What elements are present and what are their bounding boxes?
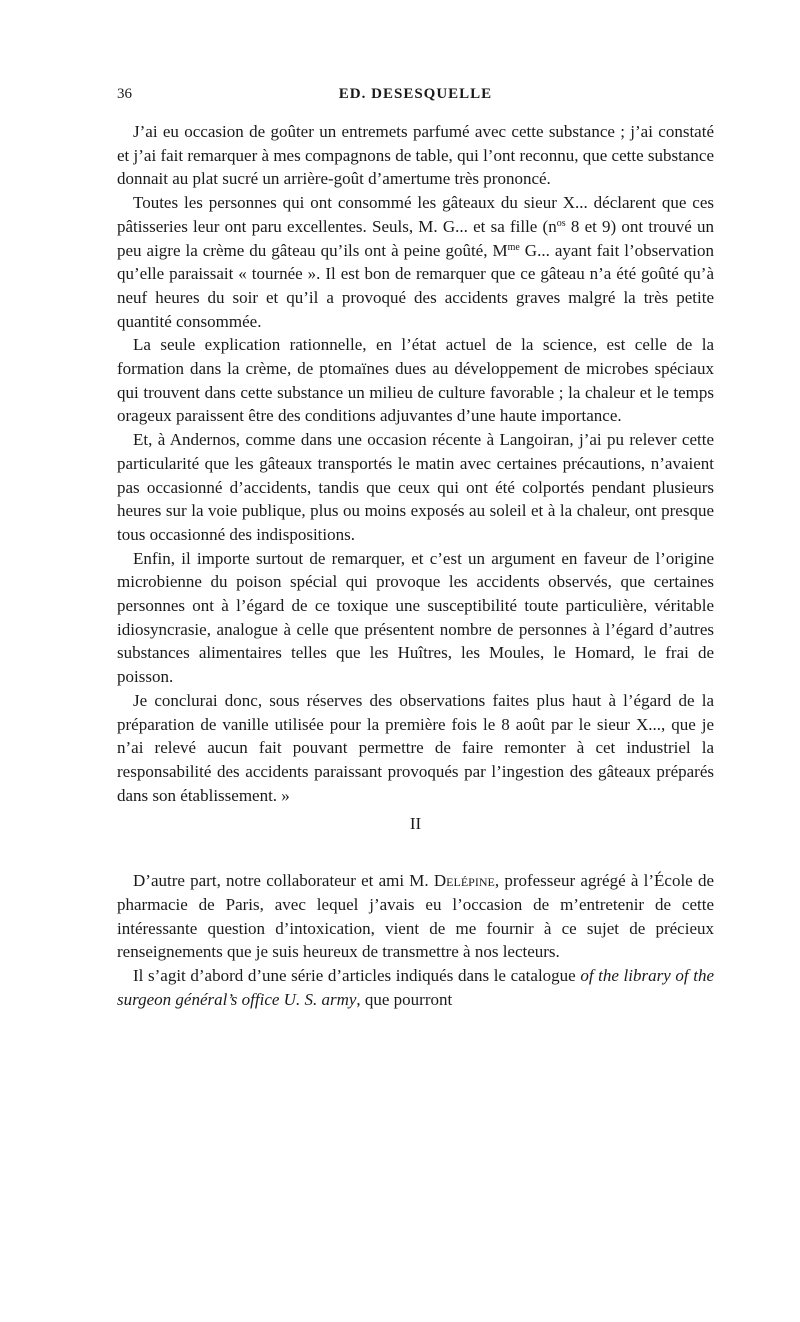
catalogue-title: of the library of the surgeon général’s office U. S. army: [117, 965, 714, 1009]
paragraph-text: G... ayant fait l’observation qu’elle paraissait « tournée ». Il est bon de remarquer que ce gâteau n’a été goûté qu’à neuf heures du soir et qu’il a provoqué des accidents graves malgré la très petite quantité consommée.: [117, 240, 714, 331]
paragraph: Et, à Andernos, comme dans une occasion récente à Langoiran, j’ai pu relever cette particularité que les gâteaux transportés le matin avec certaines précautions, n’avaient pas occasionné d’accidents, tandis que ceux qui ont été colportés pendant plusieurs heures sur la voie publique, plus ou moins exposés au soleil et à la chaleur, ont presque tous occasionné des indispositions.: [117, 430, 714, 544]
book-page: [117, 86, 714, 1011]
page-number: 36: [117, 86, 132, 102]
superscript: me: [507, 241, 520, 253]
superscript: os: [556, 217, 566, 229]
running-title: ED. DESESQUELLE: [338, 86, 493, 102]
page-body: [117, 120, 714, 1011]
paragraph-text: Il s’agit d’abord d’une série d’articles indiqués dans le catalogue: [133, 965, 581, 985]
paragraph: J’ai eu occasion de goûter un entremets parfumé avec cette substance ; j’ai constaté et j’ai fait remarquer à mes compagnons de table, qui l’ont reconnu, que cette substance donnait au plat sucré un arrière-goût d’amertume très prononcé.: [117, 122, 714, 189]
paragraph-text: Toutes les personnes qui ont consommé les gâteaux du sieur X... déclarent que ces pâtisseries leur ont paru excellentes. Seuls, M. G... et sa fille (n: [117, 193, 714, 236]
paragraph: [117, 964, 714, 1011]
page-header: [117, 86, 714, 112]
paragraph-text: , que pourront: [356, 989, 453, 1009]
section-heading: II: [409, 814, 422, 834]
paragraph: [117, 191, 714, 333]
paragraph: Enfin, il importe surtout de remarquer, et c’est un argument en faveur de l’origine microbienne du poison spécial qui provoque les accidents observés, que certaines personnes ont à l’égard de ce toxique une susceptibilité toute particulière, véritable idiosyncrasie, analogue à celle que présentent nombre de personnes à l’égard d’autres substances alimentaires telles que les Huîtres, les Moules, le Homard, le frai de poisson.: [117, 548, 714, 687]
paragraph-text: , professeur agrégé à l’École de pharmacie de Paris, avec lequel j’avais eu l’occasion de m’entretenir de cette intéressante question d’intoxication, vient de me fournir à ce sujet de précieux renseignements que je suis heureux de transmettre à nos lecteurs.: [117, 871, 714, 962]
paragraph-text: 8 et 9) ont trouvé un peu aigre la crème du gâteau qu’ils ont à peine goûté, M: [117, 216, 714, 260]
paragraph-text: D’autre part, notre collaborateur et ami M.: [133, 871, 434, 891]
paragraph: [117, 869, 714, 964]
paragraph: La seule explication rationnelle, en l’état actuel de la science, est celle de la formation dans la crème, de ptomaïnes dues au développement de microbes spéciaux qui trouvent dans cette substance un milieu de culture favorable ; la chaleur et le temps orageux paraissent être des conditions adjuvantes d’une haute importance.: [117, 335, 714, 426]
author-name: Delépine: [433, 871, 495, 891]
paragraph: Je conclurai donc, sous réserves des observations faites plus haut à l’égard de la préparation de vanille utilisée pour la première fois le 8 août par le sieur X..., que je n’ai relevé aucun fait pouvant permettre de faire remonter à cet industriel la responsabilité des accidents paraissant provoqués par l’ingestion des gâteaux préparés dans son établissement. »: [117, 690, 714, 805]
